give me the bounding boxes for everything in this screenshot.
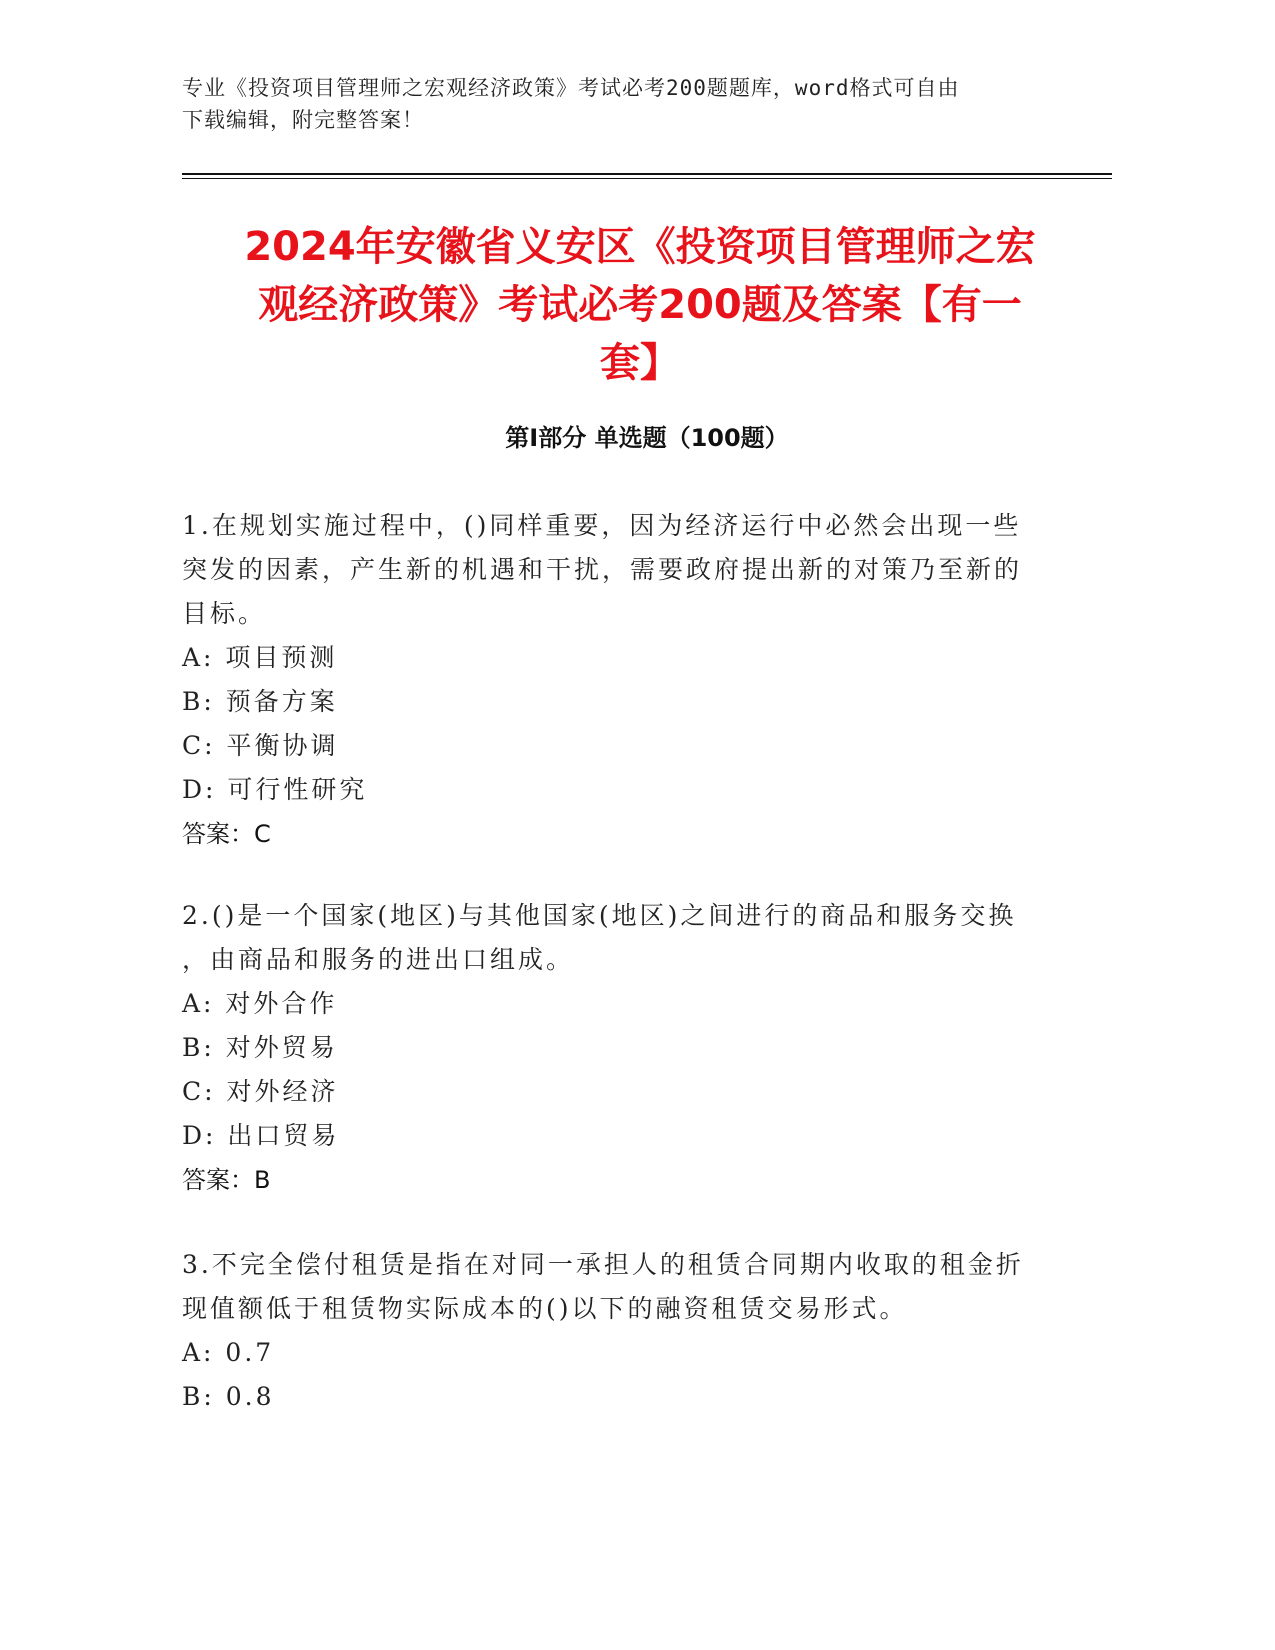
option-a: A: 对外合作	[182, 989, 338, 1018]
question-stem-line: ，由商品和服务的进出口组成。	[182, 945, 575, 974]
option-c: C: 平衡协调	[182, 731, 339, 760]
section-heading: 第Ⅰ部分 单选题（100题）	[505, 424, 789, 452]
option-c: C: 对外经济	[182, 1077, 339, 1106]
question-item	[182, 1243, 1042, 1419]
document-title	[170, 218, 1110, 392]
option-d: D: 可行性研究	[182, 775, 368, 804]
question-stem-line: 目标。	[182, 599, 267, 628]
title-line: 观经济政策》考试必考200题及答案【有一	[258, 282, 1022, 328]
question-item	[182, 504, 1042, 856]
header-note	[182, 72, 1082, 136]
title-line: 套】	[600, 340, 680, 386]
option-b: B: 0.8	[182, 1382, 275, 1411]
header-divider-thin	[182, 178, 1112, 179]
question-stem-line: 1.在规划实施过程中，()同样重要，因为经济运行中必然会出现一些	[182, 511, 1022, 540]
question-stem-line: 现值额低于租赁物实际成本的()以下的融资租赁交易形式。	[182, 1294, 908, 1323]
question-item	[182, 894, 1042, 1202]
option-d: D: 出口贸易	[182, 1121, 340, 1150]
header-divider	[182, 173, 1112, 175]
answer-label: 答案：C	[182, 820, 271, 848]
option-a: A: 0.7	[182, 1338, 275, 1367]
title-line: 2024年安徽省义安区《投资项目管理师之宏	[244, 224, 1036, 270]
question-stem-line: 2.()是一个国家(地区)与其他国家(地区)之间进行的商品和服务交换	[182, 901, 1017, 930]
header-note-line: 下载编辑，附完整答案！	[182, 108, 424, 132]
question-stem-line: 3.不完全偿付租赁是指在对同一承担人的租赁合同期内收取的租金折	[182, 1250, 1024, 1279]
header-note-line: 专业《投资项目管理师之宏观经济政策》考试必考200题题库，word格式可自由	[182, 76, 960, 100]
answer-label: 答案：B	[182, 1166, 271, 1194]
option-b: B: 对外贸易	[182, 1033, 338, 1062]
option-a: A: 项目预测	[182, 643, 338, 672]
option-b: B: 预备方案	[182, 687, 338, 716]
question-stem-line: 突发的因素，产生新的机遇和干扰，需要政府提出新的对策乃至新的	[182, 555, 1023, 584]
